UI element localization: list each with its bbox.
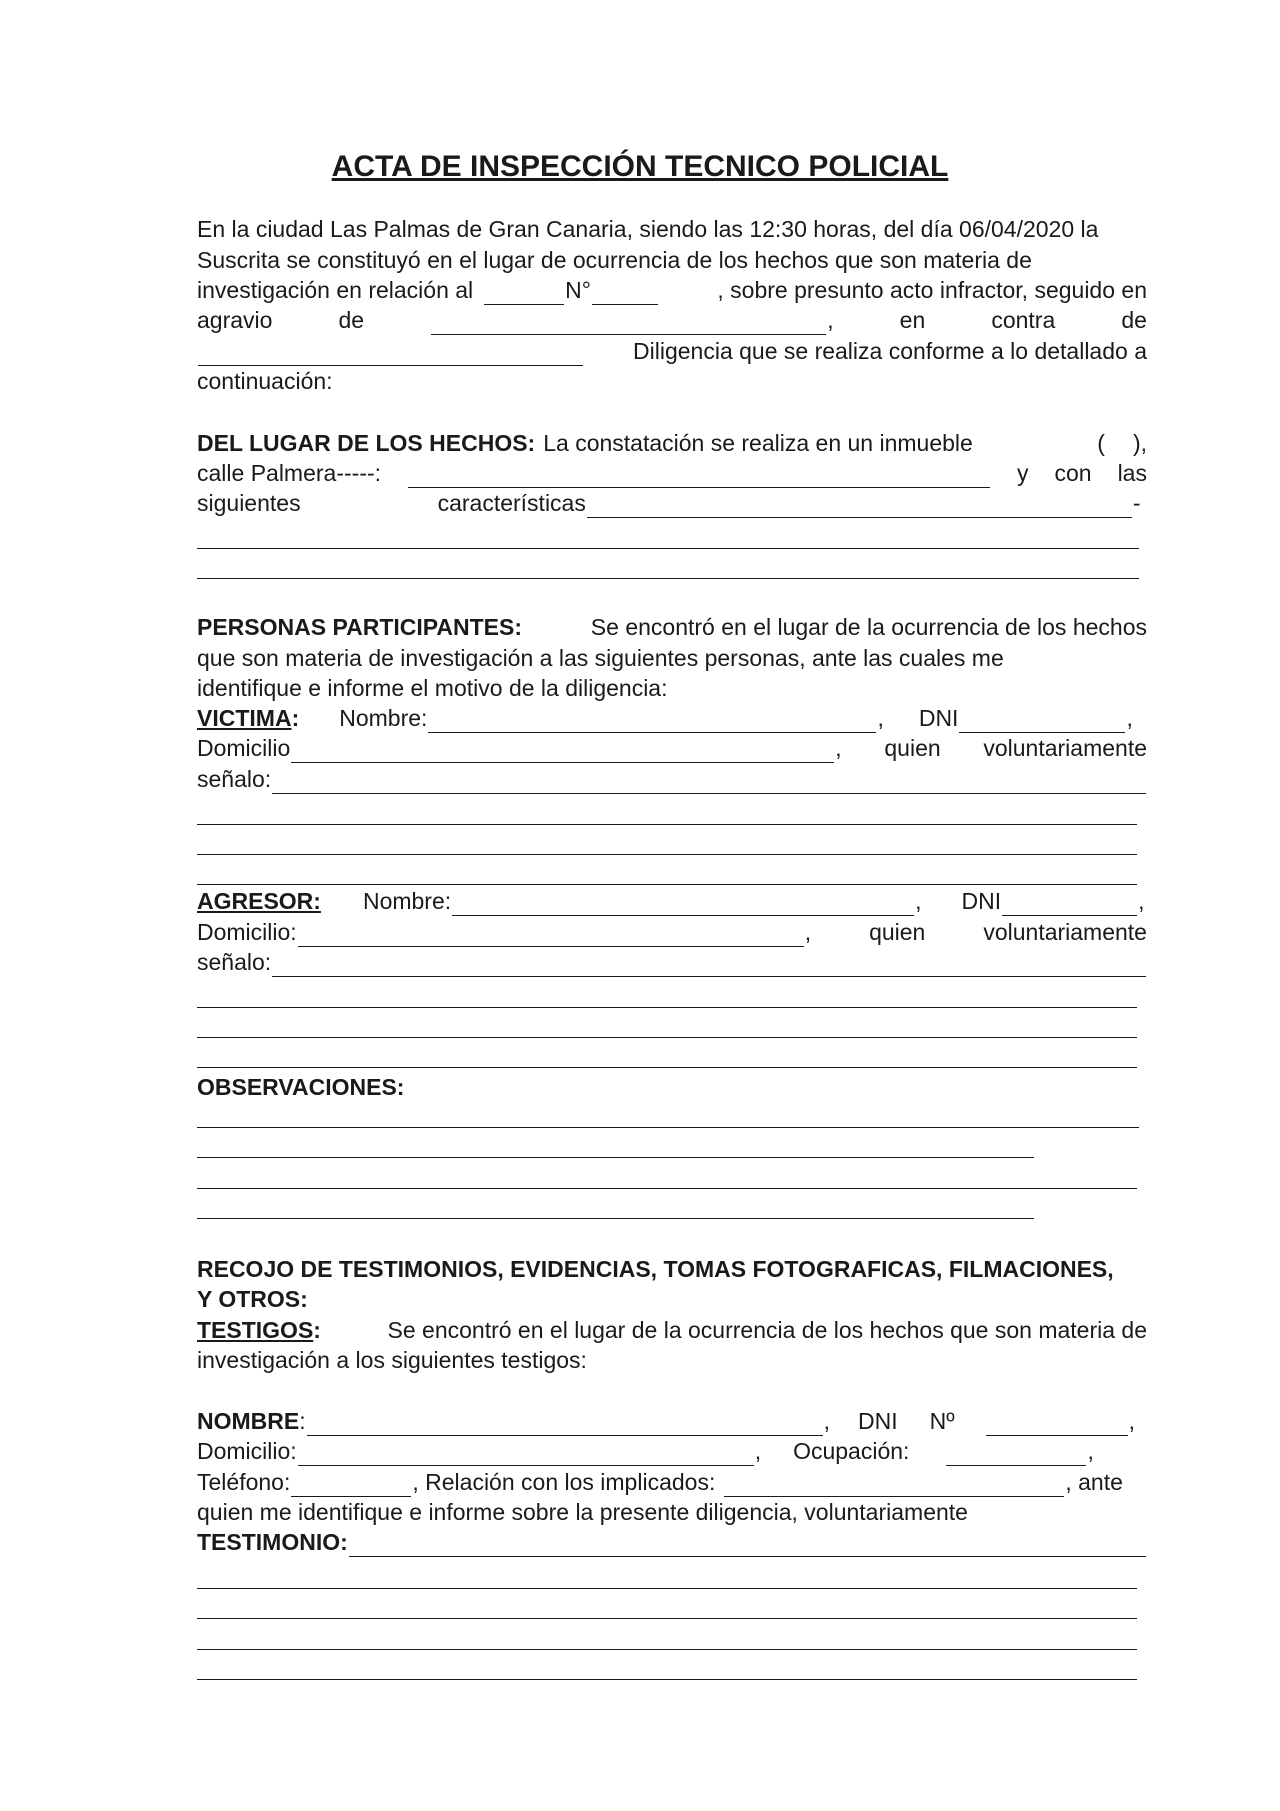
- victima-dni-field[interactable]: [959, 710, 1125, 733]
- ante-word: , ante: [1065, 1469, 1123, 1495]
- colon: :: [299, 1408, 306, 1434]
- lugar-blank-line-2[interactable]: [197, 578, 1139, 579]
- dash: -: [1132, 490, 1141, 516]
- intro-line-6: continuación:: [197, 368, 333, 394]
- lugar-text: La constatación se realiza en un inmueble: [543, 430, 973, 456]
- testigo-domicilio-line: [197, 1436, 1147, 1466]
- agresor-domicilio-label: Domicilio:: [197, 919, 297, 945]
- calle-field[interactable]: [408, 465, 990, 488]
- intro-line-3: [197, 275, 1147, 305]
- comma: ,: [835, 735, 842, 761]
- inmueble-paren-open: (: [1097, 430, 1105, 456]
- testigo-nombre-field[interactable]: [307, 1413, 823, 1436]
- contra-word: contra: [991, 307, 1056, 333]
- agresor-nombre-label: Nombre:: [362, 888, 452, 914]
- comma: ,: [1126, 705, 1133, 731]
- observaciones-line-4[interactable]: [197, 1218, 1034, 1219]
- comma: ,: [1087, 1438, 1094, 1464]
- victima-line-3: [197, 764, 1147, 794]
- testigo-relacion-field[interactable]: [724, 1474, 1064, 1497]
- quien-word: quien: [869, 919, 926, 945]
- agravio-word: agravio: [197, 307, 273, 333]
- testimonio-blank-line-1[interactable]: [197, 1588, 1137, 1589]
- intro-line-2: Suscrita se constituyó en el lugar de ocurrencia de los hechos que son materia de: [197, 247, 1032, 273]
- recojo-heading-cont: Y OTROS:: [197, 1286, 308, 1312]
- testigo-telefono-line: [197, 1467, 1147, 1497]
- document-title: ACTA DE INSPECCIÓN TECNICO POLICIAL: [331, 150, 949, 183]
- comma: ,: [754, 1438, 762, 1464]
- comma: ,: [1138, 888, 1145, 914]
- testimonio-blank-line-3[interactable]: [197, 1649, 1137, 1650]
- testigo-relacion-label: , Relación con los implicados:: [412, 1469, 716, 1495]
- victima-blank-line-3[interactable]: [197, 884, 1137, 885]
- voluntariamente-word: voluntariamente: [983, 735, 1147, 761]
- observaciones-line-1[interactable]: [197, 1127, 1139, 1128]
- diligencia-text: Diligencia que se realiza conforme a lo detallado a: [633, 338, 1147, 364]
- testimonio-label: TESTIMONIO:: [197, 1529, 348, 1555]
- de-word-2: de: [1121, 307, 1147, 333]
- testigo-nombre-line: [197, 1406, 1147, 1436]
- testimonio-blank-line-4[interactable]: [197, 1679, 1137, 1680]
- victima-senalo-field[interactable]: [272, 771, 1146, 794]
- testigo-quien-line: quien me identifique e informe sobre la presente diligencia, voluntariamente: [197, 1499, 968, 1525]
- lugar-blank-line-1[interactable]: [197, 548, 1139, 549]
- de-word: de: [338, 307, 365, 333]
- agresor-dni-field[interactable]: [1002, 893, 1137, 916]
- agresor-line-1: [197, 886, 1147, 916]
- testigo-telefono-field[interactable]: [291, 1474, 411, 1497]
- agraviado-field[interactable]: [431, 312, 826, 335]
- quien-word: quien: [884, 735, 941, 761]
- agresor-dni-label: DNI: [961, 888, 1002, 914]
- testimonio-blank-line-2[interactable]: [197, 1618, 1137, 1619]
- observaciones-line-3[interactable]: [197, 1188, 1137, 1189]
- victima-senalo-label: señalo:: [197, 766, 272, 792]
- agresor-nombre-field[interactable]: [452, 893, 914, 916]
- victima-blank-line-1[interactable]: [197, 824, 1137, 825]
- testigos-line-1: [197, 1315, 1147, 1345]
- intro-infractor-text: , sobre presunto acto infractor, seguido en: [717, 277, 1147, 303]
- comma: ,: [915, 888, 922, 914]
- lugar-line-2: [197, 458, 1147, 488]
- comma: ,: [877, 705, 884, 731]
- agresor-line-2: [197, 917, 1147, 947]
- con-word: con: [1054, 460, 1092, 486]
- las-word: las: [1117, 460, 1147, 486]
- victima-domicilio-label: Domicilio: [197, 735, 291, 761]
- victima-colon: :: [291, 705, 300, 731]
- testigo-domicilio-field[interactable]: [298, 1443, 754, 1466]
- intro-line-1: En la ciudad Las Palmas de Gran Canaria, siendo las 12:30 horas, del día 06/04/2020 la: [197, 216, 1099, 242]
- testigo-telefono-label: Teléfono:: [197, 1469, 291, 1495]
- lugar-line-3: [197, 488, 1147, 518]
- inmueble-paren-close: ),: [1132, 430, 1147, 456]
- victima-blank-line-2[interactable]: [197, 854, 1137, 855]
- testigos-colon: :: [313, 1317, 321, 1343]
- numero-field[interactable]: [592, 282, 658, 305]
- agresor-senalo-field[interactable]: [272, 954, 1146, 977]
- intro-line-4: [197, 305, 1147, 335]
- observaciones-heading: OBSERVACIONES:: [197, 1074, 405, 1100]
- observaciones-heading-line: [197, 1072, 1147, 1102]
- victima-nombre-label: Nombre:: [339, 705, 428, 731]
- victima-domicilio-field[interactable]: [291, 740, 834, 763]
- lugar-heading: DEL LUGAR DE LOS HECHOS:: [197, 430, 536, 456]
- agresor-label: AGRESOR:: [197, 888, 321, 914]
- agresor-line-3: [197, 947, 1147, 977]
- comma: ,: [823, 1408, 831, 1434]
- recojo-heading: RECOJO DE TESTIMONIOS, EVIDENCIAS, TOMAS FOTOGRAFICAS, FILMACIONES,: [197, 1256, 1114, 1282]
- comma: ,: [804, 919, 812, 945]
- recojo-line-2: [197, 1284, 1147, 1314]
- victima-line-2: [197, 733, 1147, 763]
- caracteristicas-label: características: [437, 490, 586, 516]
- relacion-field[interactable]: [484, 282, 564, 305]
- victima-label: VICTIMA: [197, 705, 292, 731]
- agresor-blank-line-3[interactable]: [197, 1067, 1137, 1068]
- testigo-ocupacion-label: Ocupación:: [793, 1438, 910, 1464]
- testigo-numero-label: Nº: [929, 1408, 955, 1434]
- testigos-line-2: investigación a los siguientes testigos:: [197, 1347, 587, 1373]
- agresor-blank-line-2[interactable]: [197, 1037, 1137, 1038]
- observaciones-line-2[interactable]: [197, 1157, 1034, 1158]
- personas-text-1: Se encontró en el lugar de la ocurrencia de los hechos: [590, 614, 1147, 640]
- victima-dni-label: DNI: [918, 705, 959, 731]
- testigo-nombre-label: NOMBRE: [197, 1408, 300, 1434]
- testigo-dni-label: DNI: [858, 1408, 898, 1434]
- testigos-label: TESTIGOS: [197, 1317, 314, 1343]
- testigos-text-1: Se encontró en el lugar de la ocurrencia de los hechos que son materia de: [387, 1317, 1147, 1343]
- intro-relacion-text: investigación en relación al: [197, 277, 474, 303]
- en-word: en: [899, 307, 926, 333]
- testimonio-line: [197, 1527, 1147, 1557]
- numero-label: N°: [565, 277, 591, 303]
- agresor-senalo-label: señalo:: [197, 949, 272, 975]
- agresor-domicilio-field[interactable]: [298, 924, 804, 947]
- personas-line-1: [197, 612, 1147, 642]
- testimonio-field[interactable]: [349, 1534, 1146, 1557]
- personas-line-2: que son materia de investigación a las siguientes personas, ante las cuales me: [197, 645, 1004, 671]
- caracteristicas-field[interactable]: [587, 495, 1132, 518]
- agresor-blank-line-1[interactable]: [197, 1007, 1137, 1008]
- comma: ,: [827, 307, 834, 333]
- voluntariamente-word: voluntariamente: [983, 919, 1147, 945]
- intro-line-5: [197, 336, 1147, 366]
- recojo-line-1: [197, 1254, 1147, 1284]
- testigo-dni-field[interactable]: [986, 1413, 1128, 1436]
- testigo-ocupacion-field[interactable]: [946, 1443, 1086, 1466]
- victima-nombre-field[interactable]: [428, 710, 876, 733]
- personas-heading: PERSONAS PARTICIPANTES:: [197, 614, 523, 640]
- victima-line-1: [197, 703, 1147, 733]
- comma: ,: [1128, 1408, 1136, 1434]
- testigo-domicilio-label: Domicilio:: [197, 1438, 297, 1464]
- en-contra-field[interactable]: [198, 343, 583, 366]
- calle-label: calle Palmera-----:: [197, 460, 382, 486]
- personas-line-3: identifique e informe el motivo de la diligencia:: [197, 675, 668, 701]
- siguientes-word: siguientes: [197, 490, 301, 516]
- y-word: y: [1017, 460, 1029, 486]
- lugar-line-1: [197, 428, 1147, 458]
